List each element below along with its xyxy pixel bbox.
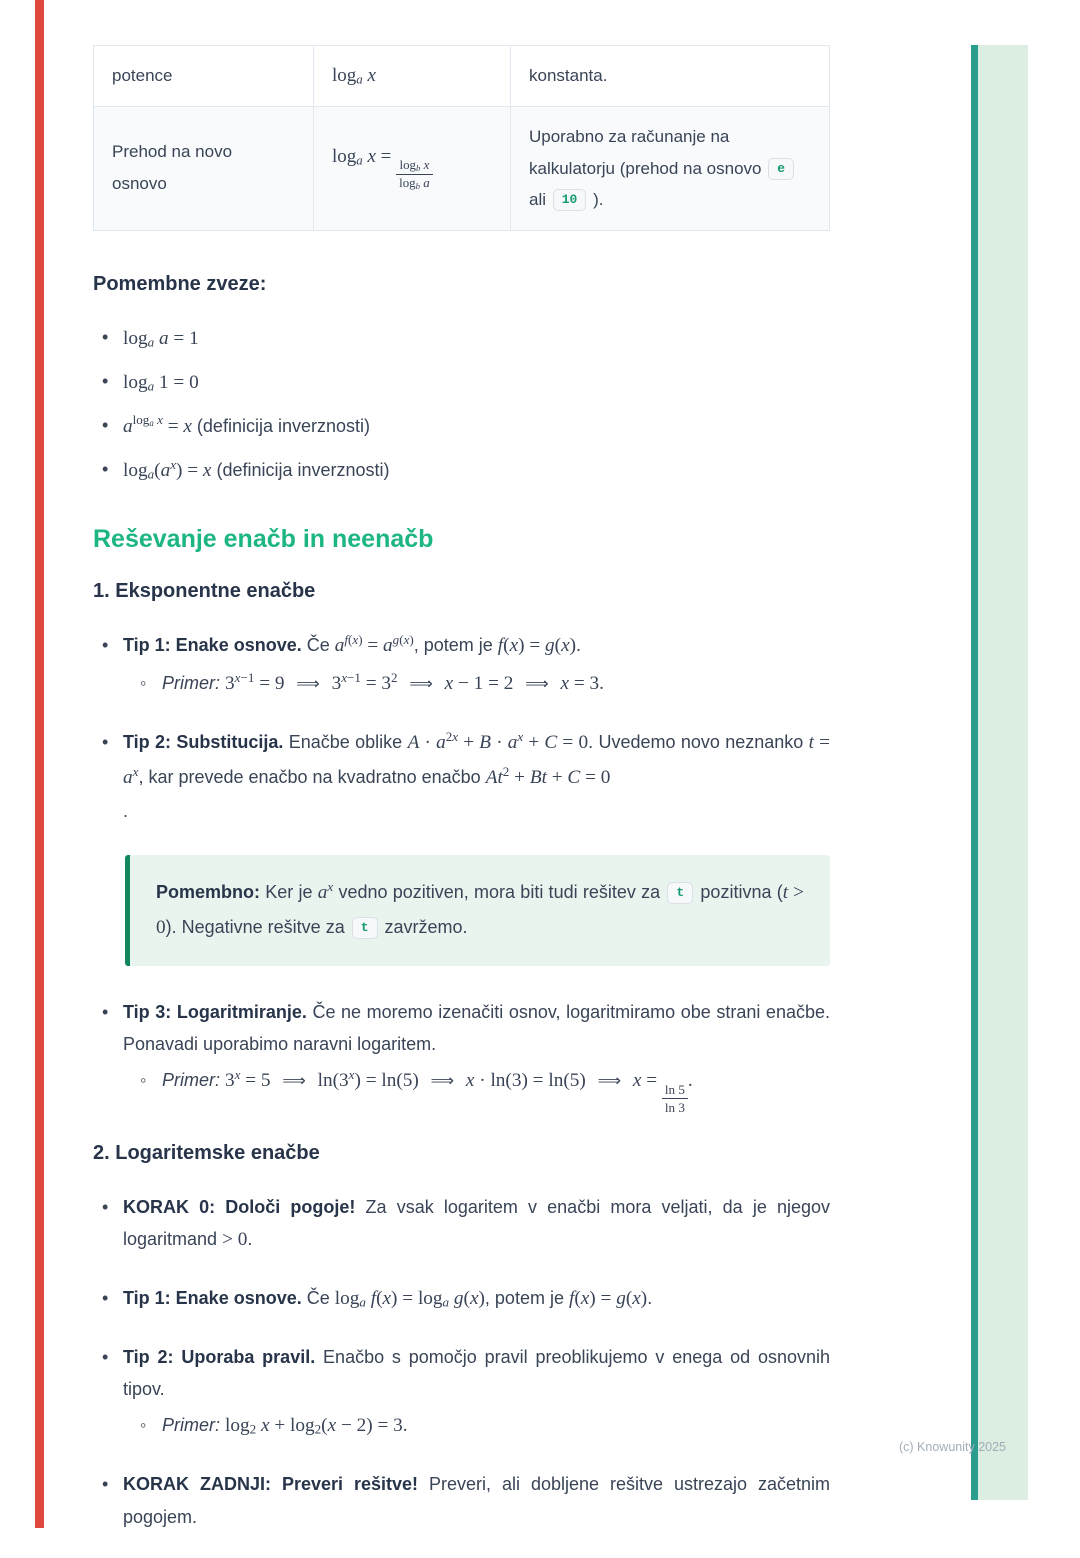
table-row-potence (94, 46, 830, 107)
important-callout: Pomembno: Ker je $a^x$ vedno pozitiven, mora biti tudi rešitev za t pozitivna (t > 0). Negativne rešitve za t zavržemo. (125, 855, 830, 966)
zveze-heading: Pomembne zveze: (93, 272, 267, 295)
rule-formula-cell: $\log_a x$ = $\frac{\log_b x}{\log_b a}$ (314, 107, 511, 230)
rule-name-cell: potence (94, 46, 314, 107)
list-item-text: Tip 2: Uporaba pravil. Enačbo s pomočjo pravil preoblikujemo v enega od osnovnih tipov. (123, 1347, 831, 1400)
subsection-2-heading: 2. Logaritemske enačbe (93, 1141, 320, 1164)
list-item-tip1-log: • Tip 1: Enake osnove. Če $\log_a f(x) = \log_a g(x)$, potem je f(x) = g(x). (93, 1282, 830, 1316)
copyright-watermark: (c) Knowunity 2025 (899, 1440, 1007, 1454)
list-item-tip2: • Tip 2: Substitucija. Enačbe oblike $A \cdot a^{2x} + B \cdot a^x + C = 0$. Uvedemo novo neznanko $t = a^x$, kar prevede enačbo na kvadratno enačbo $At^2 + Bt + C = 0$ . (93, 726, 830, 827)
rule-note-cell: Uporabno za računanje na kalkulatorju (prehod na osnovo e ali 10 ). (511, 107, 830, 230)
list-item: • $\log_a 1 = 0$ (93, 370, 830, 395)
list-item: • $\log_a(a^x) = x$ (definicija inverznosti) (93, 458, 830, 483)
exponential-tips-list (93, 629, 830, 827)
page-edge-mint-strip (978, 45, 1028, 1500)
rule-formula-cell: $\log_a x$ (314, 46, 511, 107)
zveze-list (93, 326, 830, 483)
rule-name-cell: Prehod na novo osnovo (94, 107, 314, 230)
list-item: • $\log_a a = 1$ (93, 326, 830, 351)
fraction: $\frac{\log_b x}{\log_b a}$ (396, 157, 433, 192)
fraction: $\frac{\ln 5}{\ln 3}$ (662, 1081, 688, 1116)
inline-code-chip-e: e (768, 158, 794, 180)
example-sublist (140, 1064, 830, 1115)
logarithm-rules-table (93, 45, 830, 231)
list-item-korak-zadnji: • KORAK ZADNJI: Preveri rešitve! Preveri, ali dobljene rešitve ustrezajo začetnim pogojem. (93, 1468, 830, 1532)
list-item: • $a^{log_a x} = x$ (definicija inverznosti) (93, 414, 830, 439)
example-item: ◦ Primer: $3^{x-1} = 9$ ⟹ $3^{x-1} = 3^2$ ⟹ x − 1 = 2 ⟹ x = 3. (140, 667, 830, 701)
example-item: ◦ Primer: $\log_2 x + \log_2(x - 2) = 3$. (140, 1409, 830, 1443)
example-sublist (140, 667, 830, 701)
list-item-tip2-log (93, 1341, 830, 1443)
list-item-tip1 (93, 629, 830, 702)
inline-code-chip-t: t (352, 917, 378, 939)
section-heading: Reševanje enačb in neenačb (93, 524, 434, 553)
table-row-prehod-na-novo-osnovo (94, 107, 830, 230)
page-edge-teal-line (971, 45, 978, 1500)
list-item-korak0: • KORAK 0: Določi pogoje! Za vsak logaritem v enačbi mora veljati, da je njegov logaritmand > 0. (93, 1191, 830, 1257)
document-content (93, 45, 830, 1558)
list-item-text: Tip 1: Enake osnove. Če $a^{f(x)} = a^{g(x)}$, potem je f(x) = g(x). (123, 631, 582, 656)
list-item-tip3 (93, 996, 830, 1115)
inline-code-chip-10: 10 (553, 189, 587, 211)
example-sublist (140, 1409, 830, 1443)
exponential-tips-list-continued (93, 996, 830, 1115)
inline-code-chip-t: t (667, 882, 693, 904)
example-item: ◦ Primer: $3^x = 5$ ⟹ $\ln(3^x) = \ln(5)$ ⟹ x · ln(3) = ln(5) ⟹ x = $\frac{\ln 5}{\ln 3}$ . (140, 1064, 830, 1115)
page-edge-red-stripe (35, 0, 44, 1528)
rule-note-cell: konstanta. (511, 46, 830, 107)
list-item-text: Tip 3: Logaritmiranje. Če ne moremo izenačiti osnov, logaritmiramo obe strani enačbe. Ponavadi uporabimo naravni logaritem. (123, 1002, 830, 1055)
logarithmic-tips-list (93, 1191, 830, 1533)
subsection-1-heading: 1. Eksponentne enačbe (93, 579, 316, 602)
